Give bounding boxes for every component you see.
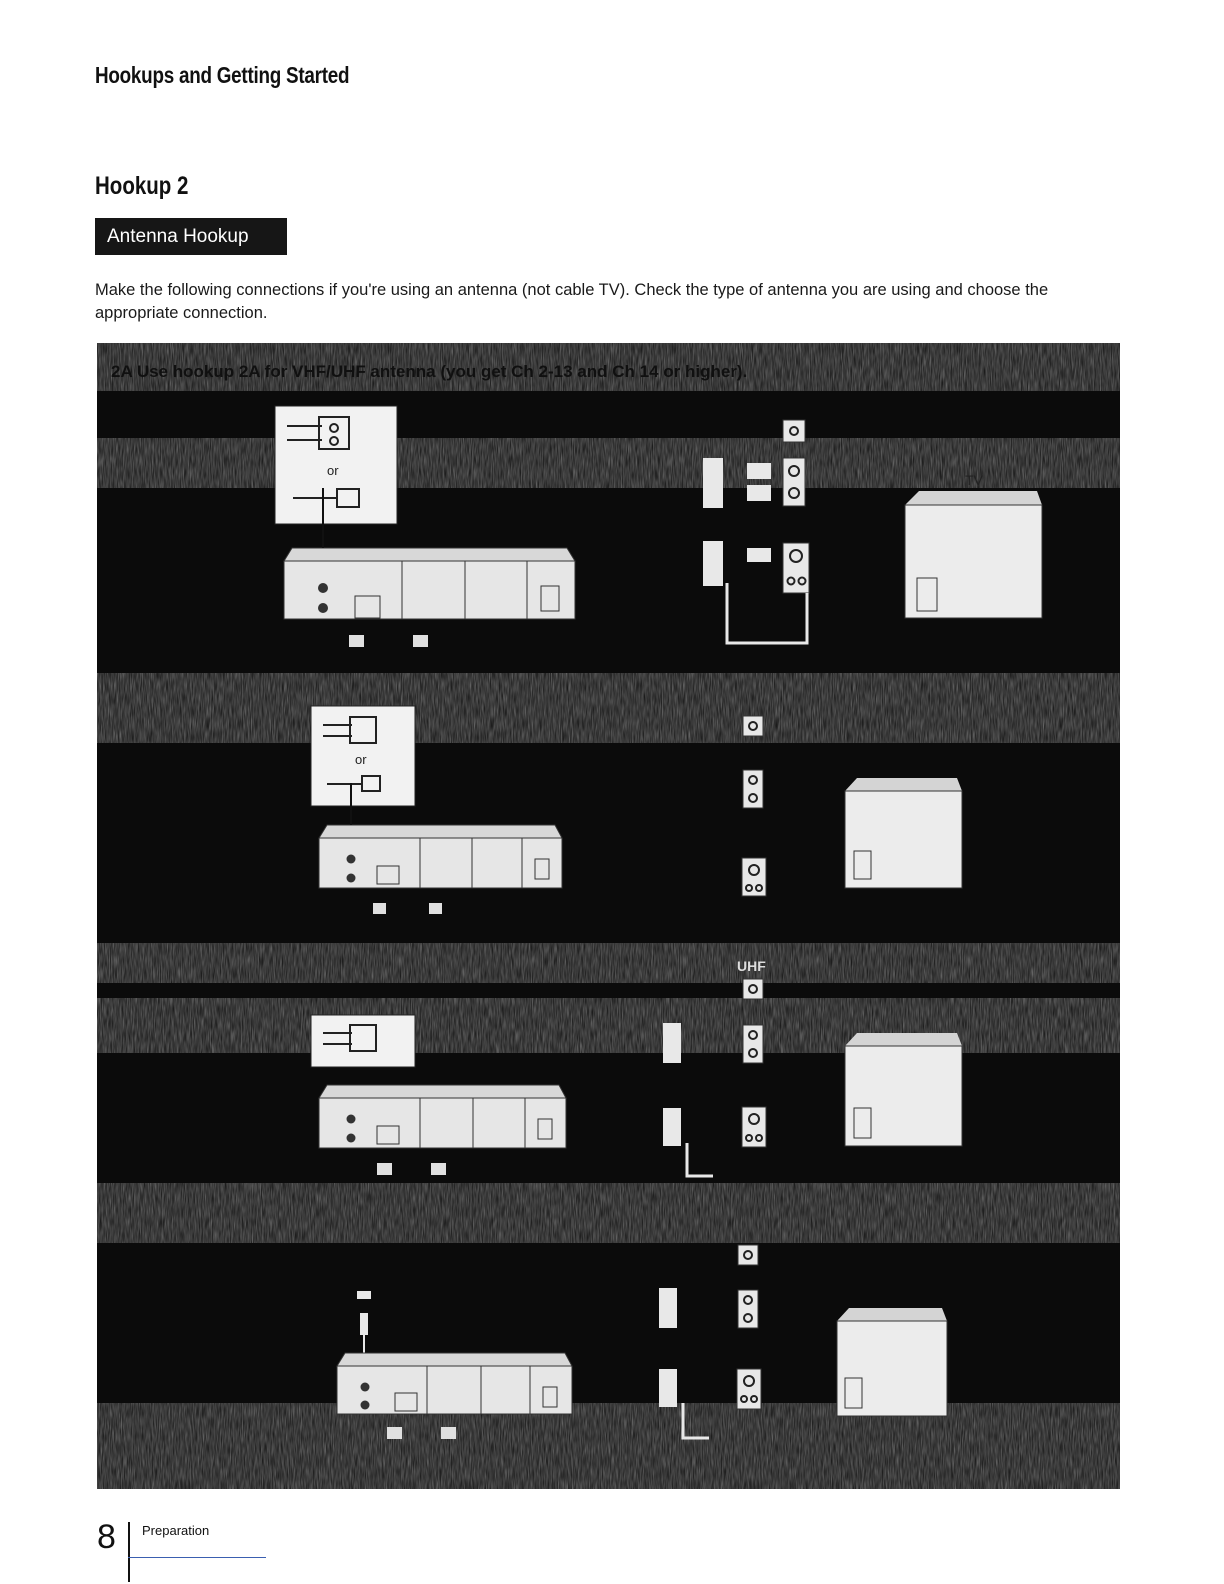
section-title: Hookup 2 xyxy=(95,172,189,200)
or-label-1: or xyxy=(327,463,339,478)
tv-1 xyxy=(905,472,1042,618)
section-tag: Antenna Hookup xyxy=(95,218,287,255)
footer-section-label: Preparation xyxy=(142,1523,210,1538)
vcr-4 xyxy=(337,1353,572,1414)
connector-icon-b xyxy=(413,635,428,647)
tv-3 xyxy=(845,1033,962,1146)
hookup-diagram xyxy=(97,343,1120,1489)
noise-band-3 xyxy=(97,673,1120,743)
tv-4 xyxy=(837,1308,947,1416)
connector-icon-a xyxy=(349,635,364,647)
noise-band-4 xyxy=(97,943,1120,983)
hookup-diagram-figure xyxy=(97,343,1120,1489)
noise-band-5 xyxy=(97,998,1120,1053)
caption-2a: 2A Use hookup 2A for VHF/UHF antenna (you get Ch 2-13 and Ch 14 or higher). xyxy=(111,362,748,381)
footer-underline xyxy=(128,1557,266,1558)
tv-2 xyxy=(845,778,962,888)
footer-rule xyxy=(128,1522,130,1582)
noise-band-bottom xyxy=(97,1403,1120,1489)
uhf-label: UHF xyxy=(737,958,766,974)
tv-label: TV xyxy=(965,472,983,488)
intro-paragraph: Make the following connections if you're using an antenna (not cable TV). Check the type of antenna you are using and choose the appropriate connection. xyxy=(95,281,1049,322)
page-number: 8 xyxy=(97,1518,116,1556)
panel-2c xyxy=(311,958,962,1176)
noise-band-6 xyxy=(97,1183,1120,1243)
page-header-title: Hookups and Getting Started xyxy=(95,62,350,88)
or-label-2: or xyxy=(355,752,367,767)
vcr-3 xyxy=(319,1085,566,1148)
